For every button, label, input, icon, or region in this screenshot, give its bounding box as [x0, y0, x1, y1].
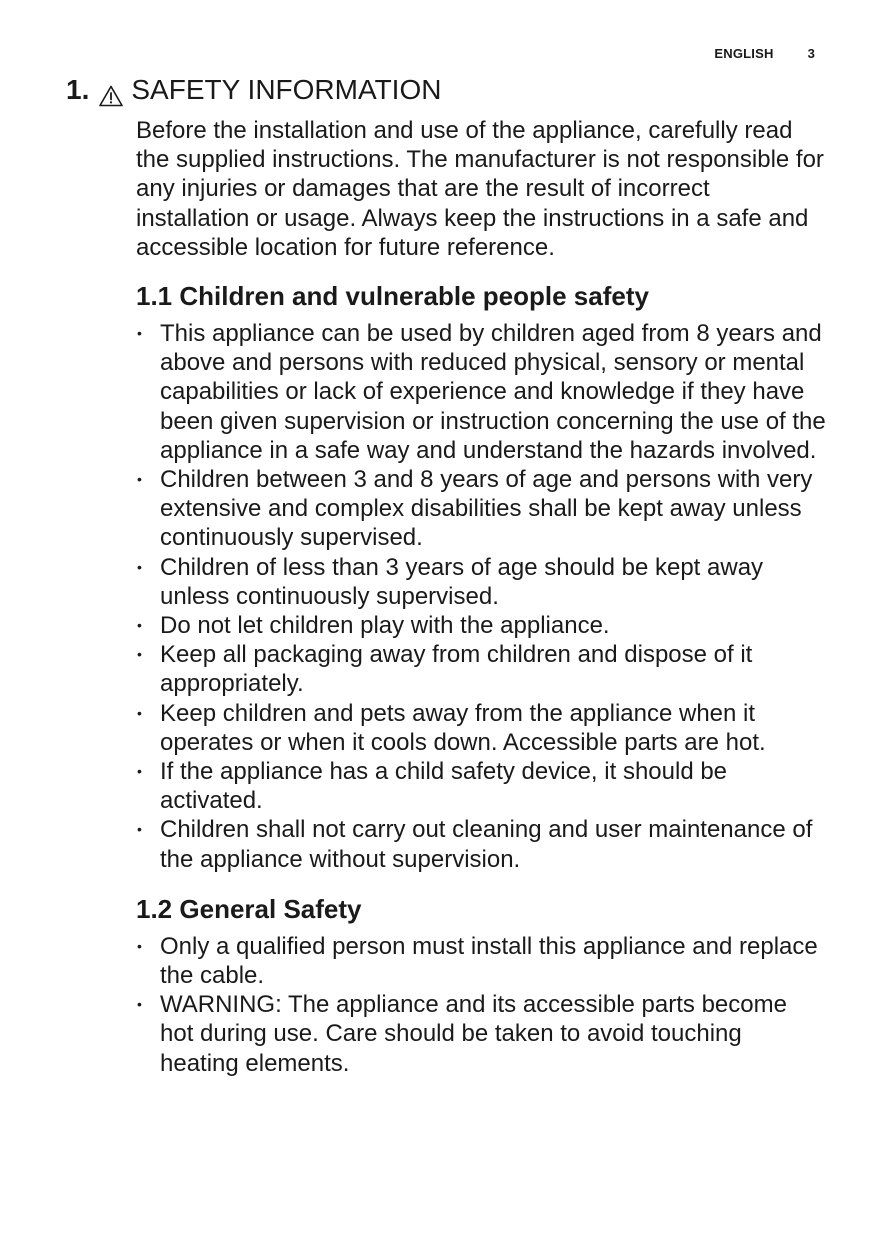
bullet-dot: •: [137, 617, 142, 634]
intro-paragraph: Before the installation and use of the appliance, carefully read the supplied instructions. The manufacturer is not responsible for any injuries or damages that are the result of incorrect installation or usage. Always keep the instructions in a safe and accessible location for future reference.: [136, 117, 824, 261]
subsection-title-text: General Safety: [179, 893, 362, 924]
bullet-dot: •: [137, 996, 142, 1013]
list-item-text: This appliance can be used by children aged from 8 years and above and persons with reduced physical, sensory or mental capabilities or lack of experience and knowledge if they have been given supervision or instruction concerning the use of the appliance in a safe way and understand the hazards involved.: [160, 320, 826, 464]
list-item: [136, 815, 826, 873]
list-item-text: Keep children and pets away from the appliance when it operates or when it cools down. Accessible parts are hot.: [160, 699, 766, 756]
page-header: [714, 46, 815, 61]
header-page-number: 3: [807, 46, 815, 61]
section-number: 1.: [66, 74, 90, 105]
list-item-text: If the appliance has a child safety device, it should be activated.: [160, 758, 728, 815]
bullet-dot: •: [137, 821, 142, 838]
bullet-dot: •: [137, 325, 142, 342]
list-item: [136, 611, 826, 640]
subsection-children-safety: [136, 279, 826, 874]
subsection-number: 1.2: [136, 893, 173, 924]
list-item: [136, 699, 826, 757]
header-language: ENGLISH: [714, 46, 774, 61]
subsection-general-safety: [136, 892, 826, 1078]
page-content: [136, 116, 826, 1078]
subsection-title-text: Children and vulnerable people safety: [179, 281, 649, 312]
list-item: [136, 553, 826, 611]
bullet-dot: •: [137, 646, 142, 663]
list-item-text: Children shall not carry out cleaning and user maintenance of the appliance without supervision.: [160, 816, 813, 873]
list-item-text: Only a qualified person must install this appliance and replace the cable.: [160, 932, 818, 990]
section-title-text: SAFETY INFORMATION: [131, 74, 442, 105]
list-item: [136, 319, 826, 465]
bullet-list: [136, 319, 826, 874]
bullet-dot: •: [137, 558, 142, 575]
list-item-text: Children of less than 3 years of age should be kept away unless continuously supervised.: [160, 553, 764, 610]
warning-triangle-icon: [99, 80, 123, 102]
bullet-dot: •: [137, 704, 142, 721]
list-item-text: WARNING: The appliance and its accessible parts become hot during use. Care should be taken to avoid touching heating elements.: [160, 991, 787, 1077]
list-item: [136, 640, 826, 698]
list-item-text: Do not let children play with the appliance.: [160, 612, 610, 640]
bullet-list: [136, 932, 826, 1078]
list-item: [136, 990, 826, 1078]
list-item: [136, 757, 826, 815]
subsection-number: 1.1: [136, 281, 173, 312]
list-item-text: Keep all packaging away from children and dispose of it appropriately.: [160, 641, 753, 698]
list-item-text: Children between 3 and 8 years of age and persons with very extensive and complex disabilities shall be kept away unless continuously supervised.: [160, 466, 813, 552]
bullet-dot: •: [137, 763, 142, 780]
list-item: [136, 465, 826, 553]
section-title: [66, 72, 441, 108]
subsection-title: [136, 892, 826, 926]
list-item: [136, 932, 826, 990]
subsection-title: [136, 279, 826, 313]
bullet-dot: •: [137, 471, 142, 488]
bullet-dot: •: [137, 937, 142, 954]
